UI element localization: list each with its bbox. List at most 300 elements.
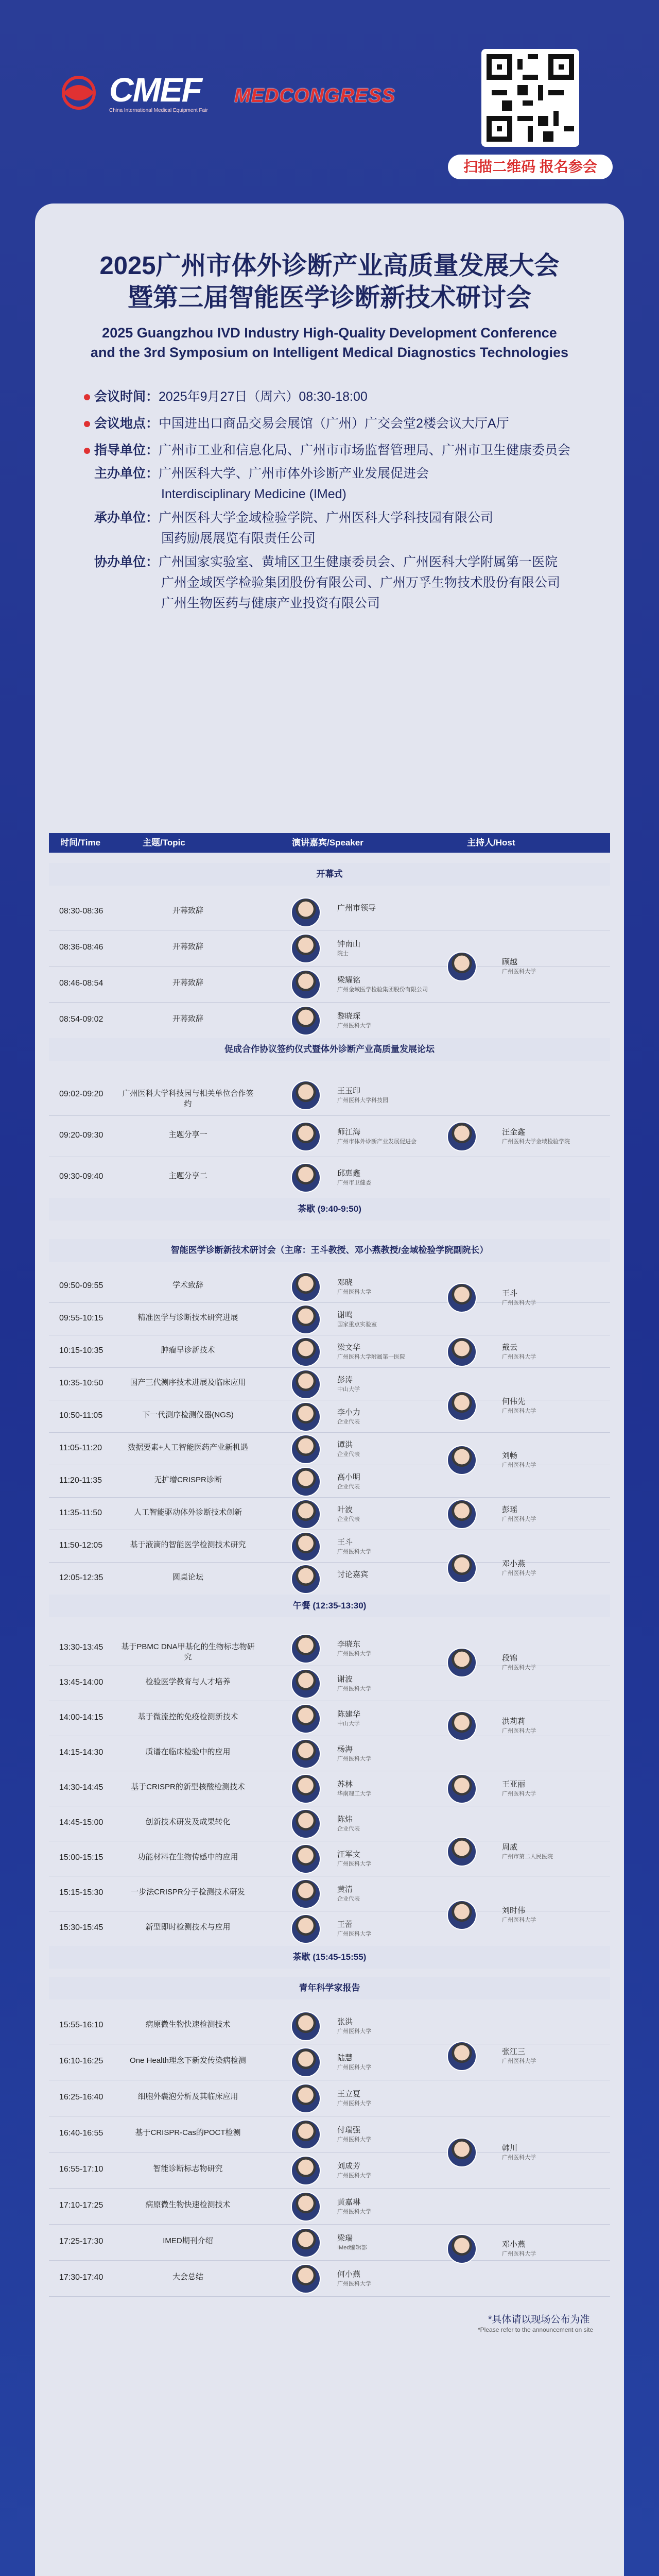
host-name: 张江三 (502, 2047, 526, 2057)
host-name: 彭瑶 (502, 1505, 518, 1514)
row-topic: 圆桌论坛 (172, 1572, 203, 1582)
speaker-org: 广州医科大学 (337, 1651, 371, 1657)
info-time: 会议时间：2025年9月27日（周六）08:30-18:00 (84, 386, 368, 407)
row-time: 14:45-15:00 (59, 1818, 103, 1827)
speaker-avatar (291, 2011, 321, 2041)
register-label[interactable]: 扫描二维码 报名参会 (448, 155, 613, 179)
row-speaker (337, 1087, 388, 1105)
row-speaker (337, 1885, 360, 1904)
row-time: 16:55-17:10 (59, 2165, 103, 2174)
final-note: *具体请以现场公布为准 (488, 2314, 590, 2325)
host-cell (502, 1343, 536, 1362)
row-speaker (337, 1745, 371, 1764)
agenda-row (49, 1736, 610, 1771)
speaker-name: 广州市领导 (337, 904, 376, 912)
host-name: 洪莉莉 (502, 1717, 526, 1726)
speaker-name: 梁耀铭 (337, 976, 361, 985)
agenda-row (49, 1302, 610, 1335)
agenda-row (49, 1074, 610, 1116)
speaker-avatar (291, 1467, 321, 1497)
row-time: 09:20-09:30 (59, 1131, 103, 1140)
host-avatar (447, 2138, 477, 2167)
speaker-org: 企业代表 (337, 1483, 360, 1490)
host-name: 邓小燕 (502, 2240, 526, 2249)
speaker-name: 刘成芳 (337, 2162, 361, 2171)
row-topic: 开幕致辞 (172, 942, 203, 951)
speaker-org: 广州医科大学 (337, 1686, 371, 1692)
speaker-avatar (291, 2156, 321, 2185)
row-speaker (337, 940, 360, 958)
row-topic: 新型即时检测技术与应用 (145, 1923, 231, 1931)
host-org: 广州医科大学 (502, 1570, 536, 1577)
section-title: 茶歇 (9:40-9:50) (49, 1198, 610, 1221)
row-time: 10:15-10:35 (59, 1346, 103, 1355)
host-avatar (447, 1837, 477, 1867)
speaker-name: 王斗 (337, 1537, 353, 1547)
host-name: 段锦 (502, 1654, 518, 1663)
row-time: 11:20-11:35 (59, 1476, 102, 1485)
row-topic: 细胞外囊泡分析及其临床应用 (137, 2092, 238, 2101)
speaker-avatar (291, 2264, 321, 2294)
speaker-avatar (291, 1809, 321, 1839)
table-header (49, 833, 610, 853)
row-topic: 智能诊断标志物研究 (153, 2164, 223, 2173)
host-avatar (447, 952, 477, 981)
section-title: 茶歇 (15:45-15:55) (49, 1946, 610, 1969)
row-speaker (337, 904, 376, 913)
host-avatar (447, 1391, 477, 1421)
row-topic: 学术致辞 (172, 1280, 203, 1290)
row-time: 16:40-16:55 (59, 2129, 103, 2138)
row-time: 13:30-13:45 (59, 1643, 103, 1652)
host-cell (502, 1906, 536, 1925)
row-topic: 基于微流控的免疫检测新技术 (137, 1713, 238, 1721)
agenda-row (49, 1367, 610, 1400)
cmef-sub: China International Medical Equipment Fair (109, 107, 208, 113)
host-cell (502, 958, 536, 976)
speaker-name: 何小燕 (337, 2270, 361, 2279)
row-speaker (337, 1505, 360, 1524)
speaker-org: IMed编辑部 (337, 2245, 367, 2251)
row-time: 15:30-15:45 (59, 1923, 103, 1932)
speaker-org: 广州医科大学 (337, 2064, 371, 2071)
host-name: 何伟先 (502, 1397, 526, 1406)
speaker-name: 讨论嘉宾 (337, 1570, 369, 1579)
row-time: 17:10-17:25 (59, 2201, 103, 2210)
host-avatar (447, 1648, 477, 1677)
info-guide: 指导单位：广州市工业和信息化局、广州市市场监督管理局、广州市卫生健康委员会 (84, 440, 570, 461)
speaker-name: 梁文华 (337, 1343, 361, 1352)
host-org: 广州医科大学 (502, 2250, 536, 2257)
host-name: 刘畅 (502, 1451, 518, 1460)
row-speaker (337, 1850, 371, 1869)
speaker-org: 广州医科大学 (337, 2281, 371, 2287)
agenda-card (35, 204, 624, 2576)
host-org: 广州医科大学 (502, 1665, 536, 1671)
row-speaker (337, 1570, 368, 1580)
host-org: 广州医科大学 (502, 1791, 536, 1797)
host-org: 广州医科大学 (502, 1727, 536, 1734)
host-avatar (447, 1283, 477, 1313)
speaker-name: 谢鸣 (337, 1310, 353, 1319)
cmef-brand: CMEF (109, 70, 201, 109)
cmef-logo (56, 72, 208, 113)
row-topic: 数据要素+人工智能医药产业新机遇 (128, 1443, 248, 1452)
host-avatar (447, 1900, 477, 1930)
speaker-org: 广州市卫健委 (337, 1180, 371, 1186)
row-time: 11:05-11:20 (59, 1443, 102, 1452)
speaker-avatar (291, 1272, 321, 1302)
qr-code[interactable] (481, 49, 579, 147)
row-topic: 基于液滴的智能医学检测技术研究 (130, 1540, 246, 1549)
agenda-row (49, 2260, 610, 2297)
row-time: 14:30-14:45 (59, 1783, 103, 1792)
row-time: 09:50-09:55 (59, 1281, 103, 1290)
agenda-row (49, 1806, 610, 1841)
speaker-org: 广州金域医学检验集团股份有限公司 (337, 987, 428, 993)
row-speaker (337, 2234, 367, 2252)
row-topic: One Health理念下新发传染病检测 (130, 2056, 246, 2065)
row-time: 13:45-14:00 (59, 1678, 103, 1687)
row-topic: 质谱在临床检验中的应用 (145, 1748, 231, 1756)
speaker-name: 谢波 (337, 1675, 353, 1684)
bullet-icon (84, 421, 90, 427)
section-title: 智能医学诊断新技术研讨会（主席：王斗教授、邓小燕教授/金域检验学院副院长） (49, 1239, 610, 1262)
row-topic: 功能材料在生物传感中的应用 (137, 1853, 238, 1861)
speaker-name: 彭涛 (337, 1375, 353, 1384)
speaker-name: 钟南山 (337, 940, 361, 948)
agenda-row (49, 894, 610, 930)
row-time: 15:15-15:30 (59, 1888, 103, 1897)
host-cell (502, 1505, 536, 1524)
speaker-name: 陆慧 (337, 2054, 353, 2062)
host-cell (502, 2240, 536, 2259)
speaker-avatar (291, 934, 321, 963)
row-speaker (337, 1675, 371, 1693)
speaker-avatar (291, 2228, 321, 2258)
row-time: 08:30-08:36 (59, 907, 103, 916)
row-topic: 人工智能驱动体外诊断技术创新 (133, 1507, 242, 1517)
speaker-avatar (291, 1739, 321, 1769)
row-speaker (337, 2162, 371, 2180)
host-avatar (447, 1774, 477, 1804)
bullet-icon (84, 394, 90, 400)
speaker-org: 华南理工大学 (337, 1791, 371, 1797)
row-speaker (337, 976, 428, 994)
section-title: 青年科学家报告 (49, 1977, 610, 1999)
row-time: 09:55-10:15 (59, 1313, 103, 1323)
speaker-avatar (291, 970, 321, 999)
speaker-avatar (291, 1532, 321, 1562)
row-time: 16:10-16:25 (59, 2057, 103, 2065)
host-name: 顾越 (502, 958, 518, 967)
speaker-avatar (291, 1499, 321, 1529)
host-cell (502, 1560, 536, 1578)
speaker-name: 张洪 (337, 2018, 353, 2026)
row-topic: 检验医学教育与人才培养 (145, 1677, 231, 1686)
speaker-avatar (291, 2083, 321, 2113)
host-org: 广州医科大学金域检验学院 (502, 1139, 570, 1145)
host-org: 广州医科大学 (502, 1462, 536, 1468)
speaker-org: 广州医科大学科技园 (337, 1097, 388, 1104)
row-speaker (337, 1012, 371, 1030)
speaker-org: 企业代表 (337, 1451, 360, 1458)
agenda-row (49, 1465, 610, 1498)
title-en (35, 323, 624, 362)
row-time: 08:54-09:02 (59, 1015, 103, 1024)
host-cell (502, 1843, 553, 1861)
speaker-org: 中山大学 (337, 1721, 360, 1727)
speaker-avatar (291, 1564, 321, 1594)
speaker-name: 王玉印 (337, 1087, 361, 1095)
speaker-org: 广州医科大学 (337, 1861, 371, 1867)
bullet-icon (84, 448, 90, 454)
row-speaker (337, 2054, 371, 2072)
speaker-avatar (291, 1337, 321, 1367)
agenda-row (49, 1157, 610, 1198)
title-en-line1: 2025 Guangzhou IVD Industry High-Quality Development Conference (102, 325, 557, 341)
speaker-avatar (291, 1369, 321, 1399)
host-name: 王亚丽 (502, 1780, 526, 1789)
row-time: 12:05-12:35 (59, 1573, 103, 1582)
row-topic: 下一代测序检测仪器(NGS) (142, 1410, 234, 1419)
speaker-name: 陈炜 (337, 1815, 353, 1824)
speaker-name: 高小明 (337, 1472, 361, 1482)
host-name: 韩川 (502, 2144, 518, 2153)
row-time: 17:25-17:30 (59, 2237, 103, 2246)
row-time: 14:15-14:30 (59, 1748, 103, 1757)
host-org: 广州医科大学 (502, 1917, 536, 1923)
host-org: 广州医科大学 (502, 1408, 536, 1414)
speaker-name: 王蕾 (337, 1920, 353, 1929)
host-org: 广州医科大学 (502, 1516, 536, 1522)
row-topic: 开幕致辞 (172, 978, 203, 987)
speaker-avatar (291, 1006, 321, 1036)
row-topic: 无扩增CRISPR诊断 (154, 1475, 222, 1484)
header-topic: 主题/Topic (131, 833, 281, 853)
speaker-name: 梁瑞 (337, 2234, 353, 2243)
host-cell (502, 2047, 536, 2066)
speaker-avatar (291, 1304, 321, 1334)
row-topic: 创新技术研发及成果转化 (145, 1818, 231, 1826)
row-topic: 大会总结 (172, 2273, 203, 2281)
speaker-avatar (291, 1163, 321, 1193)
speaker-avatar (291, 2120, 321, 2149)
info-venue: 会议地点：中国进出口商品交易会展馆（广州）广交会堂2楼会议大厅A厅 (84, 413, 509, 434)
speaker-avatar (291, 1914, 321, 1944)
speaker-name: 黄嘉琳 (337, 2198, 361, 2207)
agenda-row (49, 2080, 610, 2116)
host-cell (502, 1128, 570, 1146)
row-topic: 基于PBMC DNA甲基化的生物标志物研究 (121, 1642, 255, 1662)
speaker-org: 广州医科大学附属第一医院 (337, 1353, 405, 1360)
row-time: 15:00-15:15 (59, 1853, 103, 1862)
header-host: 主持人/Host (456, 833, 610, 853)
title-zh (35, 250, 624, 314)
host-avatar (447, 1711, 477, 1741)
speaker-org: 广州医科大学 (337, 2173, 371, 2179)
row-time: 14:00-14:15 (59, 1713, 103, 1722)
host-org: 广州市第二人民医院 (502, 1854, 553, 1860)
speaker-name: 李小力 (337, 1408, 361, 1417)
speaker-avatar (291, 1704, 321, 1734)
row-topic: 精准医学与诊断技术研究进展 (137, 1313, 238, 1322)
row-topic: 开幕致辞 (172, 1014, 203, 1023)
cmef-globe-icon (56, 72, 102, 113)
agenda-row (49, 1002, 610, 1039)
host-avatar (447, 1122, 477, 1151)
row-time: 15:55-16:10 (59, 2021, 103, 2029)
host-avatar (447, 2041, 477, 2071)
info-organizer: 承办单位：广州医科大学金域检验学院、广州医科大学科技园有限公司 国药励展展览有限责任公司 (94, 511, 494, 546)
speaker-org: 广州医科大学 (337, 1548, 371, 1555)
qr-pattern-icon (487, 54, 574, 142)
row-speaker (337, 1440, 360, 1459)
speaker-org: 广州市体外诊断产业发展促进会 (337, 1139, 417, 1145)
row-speaker (337, 1815, 360, 1834)
speaker-org: 广州医科大学 (337, 1931, 371, 1937)
host-org: 广州医科大学 (502, 2058, 536, 2065)
host-cell (502, 1397, 536, 1416)
host-org: 广州医科大学 (502, 2155, 536, 2161)
host-cell (502, 1654, 536, 1672)
row-speaker (337, 2018, 371, 2036)
speaker-org: 中山大学 (337, 1386, 360, 1393)
speaker-org: 企业代表 (337, 1516, 360, 1522)
row-speaker (337, 1780, 371, 1799)
agenda-row (49, 1530, 610, 1563)
row-time: 17:30-17:40 (59, 2273, 103, 2282)
host-avatar (447, 2234, 477, 2264)
row-speaker (337, 1128, 417, 1146)
speaker-avatar (291, 2192, 321, 2222)
row-time: 09:30-09:40 (59, 1172, 103, 1181)
speaker-org: 广州医科大学 (337, 2028, 371, 2035)
host-org: 广州医科大学 (502, 969, 536, 975)
speaker-avatar (291, 1402, 321, 1432)
host-org: 广州医科大学 (502, 1299, 536, 1306)
row-topic: 主题分享二 (168, 1172, 207, 1180)
speaker-name: 王立夏 (337, 2090, 361, 2098)
speaker-org: 广州医科大学 (337, 2209, 371, 2215)
host-cell (502, 1717, 536, 1736)
row-speaker (337, 1376, 360, 1394)
host-avatar (447, 1445, 477, 1475)
speaker-org: 企业代表 (337, 1418, 360, 1425)
speaker-name: 邱惠鑫 (337, 1169, 361, 1178)
speaker-org: 广州医科大学 (337, 1289, 371, 1295)
row-speaker (337, 1311, 377, 1329)
host-name: 周威 (502, 1843, 518, 1852)
row-speaker (337, 2126, 371, 2144)
header-speaker: 演讲嘉宾/Speaker (281, 833, 456, 853)
row-speaker (337, 1473, 360, 1492)
host-name: 邓小燕 (502, 1559, 526, 1568)
host-avatar (447, 1553, 477, 1583)
speaker-org: 广州医科大学 (337, 2100, 371, 2107)
speaker-avatar (291, 1879, 321, 1909)
row-speaker (337, 1538, 371, 1556)
speaker-org: 企业代表 (337, 1896, 360, 1902)
row-time: 08:46-08:54 (59, 979, 103, 988)
speaker-avatar (291, 1774, 321, 1804)
section-title: 促成合作协议签约仪式暨体外诊断产业高质量发展论坛 (49, 1038, 610, 1061)
speaker-name: 黎晓琛 (337, 1012, 361, 1021)
host-name: 王斗 (502, 1289, 518, 1298)
speaker-avatar (291, 897, 321, 927)
row-speaker (337, 1920, 371, 1939)
row-topic: 广州医科大学科技园与相关单位合作签约 (122, 1089, 254, 1108)
row-time: 16:25-16:40 (59, 2093, 103, 2102)
row-topic: 开幕致辞 (172, 906, 203, 915)
row-topic: 肿瘤早诊新技术 (161, 1345, 215, 1354)
host-cell (502, 2144, 536, 2162)
speaker-name: 苏林 (337, 1780, 353, 1789)
header-time: 时间/Time (49, 833, 131, 853)
agenda-row (49, 2008, 610, 2044)
title-zh-line1: 2025广州市体外诊断产业高质量发展大会 (99, 252, 560, 280)
row-topic: 一步法CRISPR分子检测技术研发 (131, 1888, 245, 1896)
speaker-name: 陈建华 (337, 1710, 361, 1719)
speaker-name: 杨海 (337, 1745, 353, 1754)
row-speaker (337, 1710, 360, 1728)
speaker-name: 汪军文 (337, 1850, 361, 1859)
speaker-name: 付瑞强 (337, 2126, 361, 2134)
host-cell (502, 1780, 536, 1799)
row-topic: 国产三代测序技术进展及临床应用 (130, 1378, 246, 1387)
row-speaker (337, 2270, 371, 2289)
row-time: 11:35-11:50 (59, 1508, 102, 1517)
title-zh-line2: 暨第三届智能医学诊断新技术研讨会 (127, 284, 531, 312)
row-time: 10:50-11:05 (59, 1411, 103, 1420)
row-topic: 主题分享一 (168, 1130, 207, 1139)
host-avatar (447, 1499, 477, 1529)
speaker-name: 黄清 (337, 1885, 353, 1894)
host-cell (502, 1289, 536, 1308)
host-name: 汪金鑫 (502, 1128, 526, 1137)
row-speaker (337, 1169, 371, 1188)
speaker-name: 叶波 (337, 1505, 353, 1514)
speaker-name: 李晓东 (337, 1640, 361, 1649)
info-host: 主办单位：广州医科大学、广州市体外诊断产业发展促进会 Interdisciplinary Medicine (IMed) (94, 466, 429, 501)
row-topic: 基于CRISPR的新型核酸检测技术 (131, 1783, 245, 1791)
speaker-org: 广州医科大学 (337, 1756, 371, 1762)
speaker-avatar (291, 1634, 321, 1664)
speaker-org: 广州医科大学 (337, 1023, 371, 1029)
row-speaker (337, 1640, 371, 1658)
host-cell (502, 1451, 536, 1470)
row-topic: IMED期刊介绍 (163, 2236, 213, 2245)
row-speaker (337, 1278, 371, 1297)
speaker-avatar (291, 1122, 321, 1151)
medcongress-logo: MEDCONGRESS (234, 85, 395, 107)
speaker-avatar (291, 1844, 321, 1874)
speaker-avatar (291, 1080, 321, 1110)
speaker-org: 企业代表 (337, 1826, 360, 1832)
row-speaker (337, 1343, 405, 1362)
speaker-avatar (291, 1669, 321, 1699)
host-avatar (447, 1337, 477, 1367)
host-org: 广州医科大学 (502, 1353, 536, 1360)
speaker-name: 谭洪 (337, 1440, 353, 1449)
row-time: 11:50-12:05 (59, 1540, 103, 1550)
row-speaker (337, 2198, 371, 2216)
speaker-org: 广州医科大学 (337, 2137, 371, 2143)
row-time: 08:36-08:46 (59, 943, 103, 952)
row-time: 09:02-09:20 (59, 1090, 103, 1098)
speaker-avatar (291, 2047, 321, 2077)
row-time: 10:35-10:50 (59, 1378, 103, 1387)
